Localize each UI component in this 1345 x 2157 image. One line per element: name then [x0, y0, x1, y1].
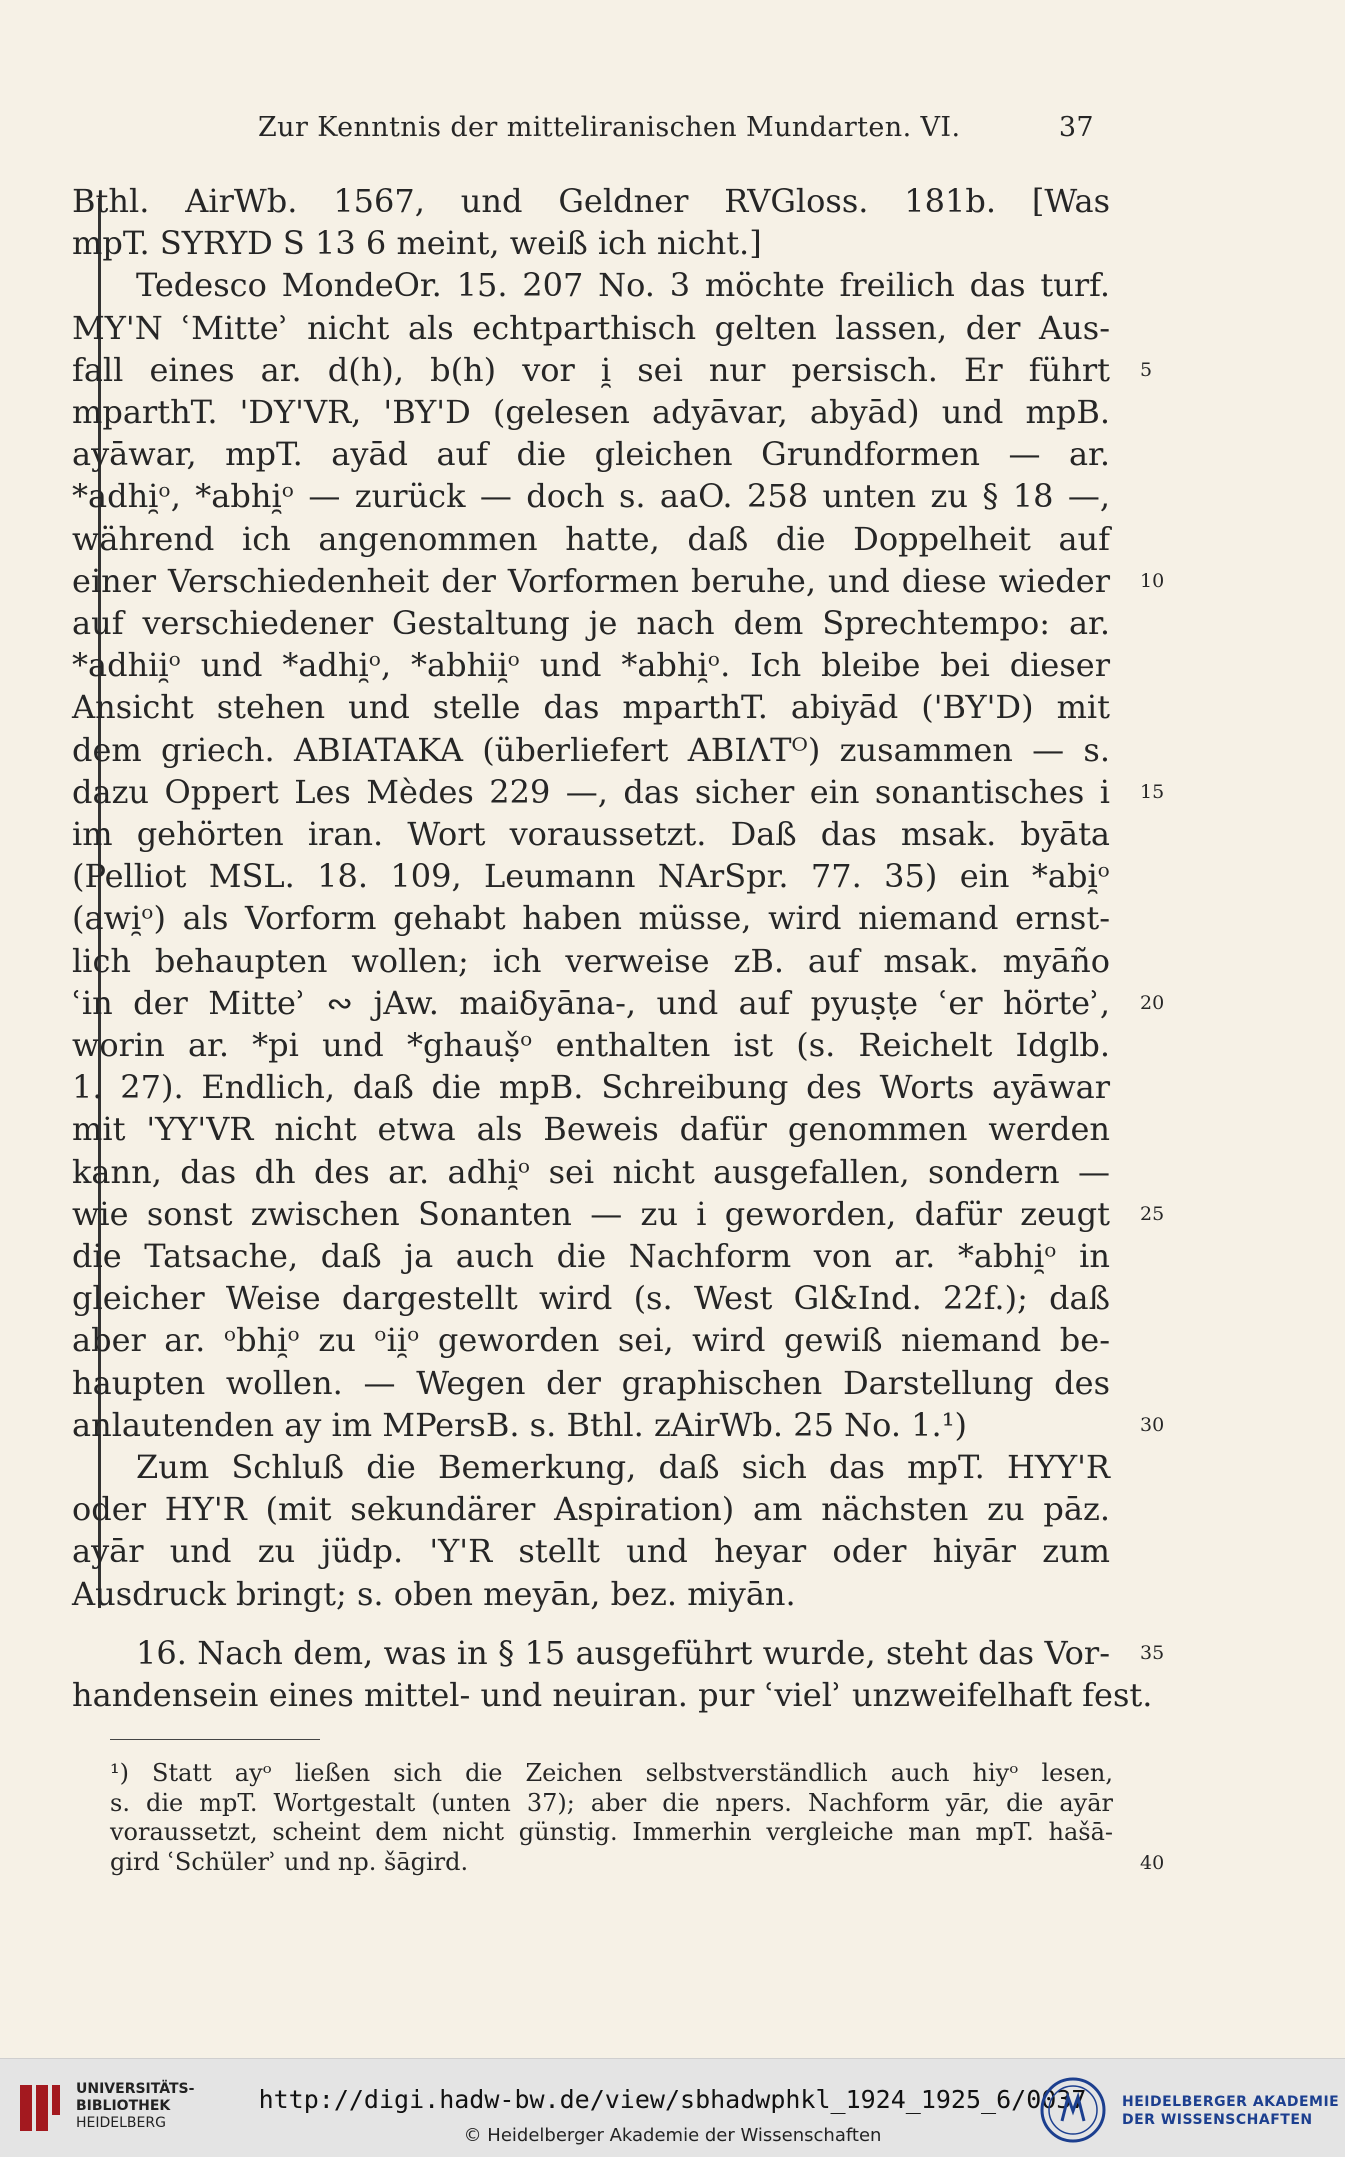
footnote-line: ¹) Statt ayᵒ ließen sich die Zeichen selbstverständlich auch hiyᵒ lesen, [110, 1759, 1113, 1787]
page-number: 37 [1058, 112, 1094, 143]
text-line: dem griech. ABIATAKA (überliefert ABIΛTᴼ) zusammen — s. [72, 730, 1110, 769]
text-line: mparthT. 'DY'VR, 'BY'D (gelesen adyāvar, abyād) und mpB. [72, 393, 1110, 431]
academy-name: HEIDELBERGER AKADEMIE DER WISSENSCHAFTEN [1122, 2094, 1340, 2128]
text-line: worin ar. *pi und *ghauṣ̌ᵒ enthalten ist (s. Reichelt Idglb. [72, 1026, 1110, 1064]
text-line: Tedesco MondeOr. 15. 207 No. 3 möchte freilich das turf. [136, 266, 1110, 305]
text-line: kann, das dh des ar. adhi̯ᵒ sei nicht ausgefallen, sondern — [72, 1152, 1110, 1191]
footnote-separator [110, 1739, 320, 1740]
text-line: anlautenden ay im MPersB. s. Bthl. zAirWb. 25 No. 1.¹) [72, 1405, 967, 1444]
text-line: ʿin der Mitteʾ ∾ jAw. maiδyāna-, und auf pyuṣṭe ʿer hörteʾ, [72, 983, 1110, 1022]
running-title: Zur Kenntnis der mitteliranischen Mundarten. VI. [258, 112, 961, 143]
text-line: dazu Oppert Les Mèdes 229 —, das sicher ein sonantisches i [72, 772, 1110, 811]
text-line: im gehörten iran. Wort voraussetzt. Daß das msak. byāta [72, 815, 1110, 853]
text-line: einer Verschiedenheit der Vorformen beruhe, und diese wieder [72, 561, 1110, 600]
line-number: 25 [1140, 1202, 1165, 1225]
line-number: 15 [1140, 780, 1165, 803]
permalink-url[interactable]: http://digi.hadw-bw.de/view/sbhadwphkl_1924_1925_6/0037 [258, 2085, 1087, 2114]
text-line: Zum Schluß die Bemerkung, daß sich das mpT. HYY'R [136, 1448, 1110, 1486]
text-line: Ausdruck bringt; s. oben meyān, bez. miyān. [72, 1574, 796, 1613]
line-number: 5 [1140, 358, 1153, 381]
text-line: fall eines ar. d(h), b(h) vor i̯ sei nur persisch. Er führt [72, 350, 1110, 389]
text-line: handensein eines mittel- und neuiran. pur ʿvielʾ unzweifelhaft fest. [72, 1676, 1153, 1715]
text-line: Ansicht stehen und stelle das mparthT. abiyād ('BY'D) mit [72, 688, 1110, 727]
text-line: während ich angenommen hatte, daß die Doppelheit auf [72, 519, 1110, 558]
text-line: (Pelliot MSL. 18. 109, Leumann NArSpr. 77. 35) ein *abi̯ᵒ [72, 857, 1110, 896]
text-line: ayār und zu jüdp. 'Y'R stellt und heyar oder hiyār zum [72, 1532, 1110, 1571]
text-line: mit 'YY'VR nicht etwa als Beweis dafür genommen werden [72, 1110, 1110, 1149]
line-number: 30 [1140, 1413, 1165, 1436]
text-line: (awi̯ᵒ) als Vorform gehabt haben müsse, wird niemand ernst- [72, 899, 1110, 938]
footnote-line: voraussetzt, scheint dem nicht günstig. Immerhin vergleiche man mpT. hašā- [110, 1818, 1113, 1846]
text-line: mpT. SYRYD S 13 6 meint, weiß ich nicht.] [72, 224, 762, 263]
text-line: gleicher Weise dargestellt wird (s. West Gl&Ind. 22f.); daß [72, 1279, 1110, 1318]
text-line: haupten wollen. — Wegen der graphischen Darstellung des [72, 1363, 1110, 1402]
text-line: Bthl. AirWb. 1567, und Geldner RVGloss. 181b. [Was [72, 182, 1110, 220]
text-line: *adhi̯ᵒ, *abhi̯ᵒ — zurück — doch s. aaO. 258 unten zu § 18 —, [72, 477, 1110, 516]
line-number: 10 [1140, 569, 1165, 592]
footnote-line: gird ʿSchülerʾ und np. šāgird. [110, 1847, 469, 1876]
text-line: ayāwar, mpT. ayād auf die gleichen Grundformen — ar. [72, 435, 1110, 474]
running-header [248, 112, 1094, 152]
line-number: 40 [1140, 1851, 1165, 1874]
text-line: lich behaupten wollen; ich verweise zB. auf msak. myāño [72, 941, 1110, 980]
text-line: *adhii̯ᵒ und *adhi̯ᵒ, *abhii̯ᵒ und *abhi̯ᵒ. Ich bleibe bei dieser [72, 646, 1110, 685]
footer-bar [0, 2058, 1345, 2157]
footnote-line: s. die mpT. Wortgestalt (unten 37); aber die npers. Nachform yār, die ayār [110, 1788, 1113, 1817]
line-number: 20 [1140, 991, 1165, 1014]
text-line: MY'N ʿMitteʾ nicht als echtparthisch gelten lassen, der Aus- [72, 308, 1110, 347]
library-name: UNIVERSITÄTS- BIBLIOTHEK HEIDELBERG [76, 2081, 195, 2131]
text-line: oder HY'R (mit sekundärer Aspiration) am nächsten zu pāz. [72, 1490, 1110, 1529]
text-line: 1. 27). Endlich, daß die mpB. Schreibung des Worts ayāwar [72, 1068, 1110, 1107]
text-line: aber ar. ᵒbhi̯ᵒ zu ᵒii̯ᵒ geworden sei, wird gewiß niemand be- [72, 1321, 1110, 1360]
text-line: wie sonst zwischen Sonanten — zu i geworden, dafür zeugt [72, 1194, 1110, 1233]
line-number: 35 [1140, 1642, 1165, 1664]
text-line: auf verschiedener Gestaltung je nach dem Sprechtempo: ar. [72, 604, 1110, 642]
copyright-text: © Heidelberger Akademie der Wissenschaften [463, 2125, 882, 2146]
text-line: die Tatsache, daß ja auch die Nachform von ar. *abhi̯ᵒ in [72, 1237, 1110, 1275]
text-line: 16. Nach dem, was in § 15 ausgeführt wurde, steht das Vor- [136, 1634, 1110, 1672]
academy-seal-icon [1040, 2077, 1106, 2143]
